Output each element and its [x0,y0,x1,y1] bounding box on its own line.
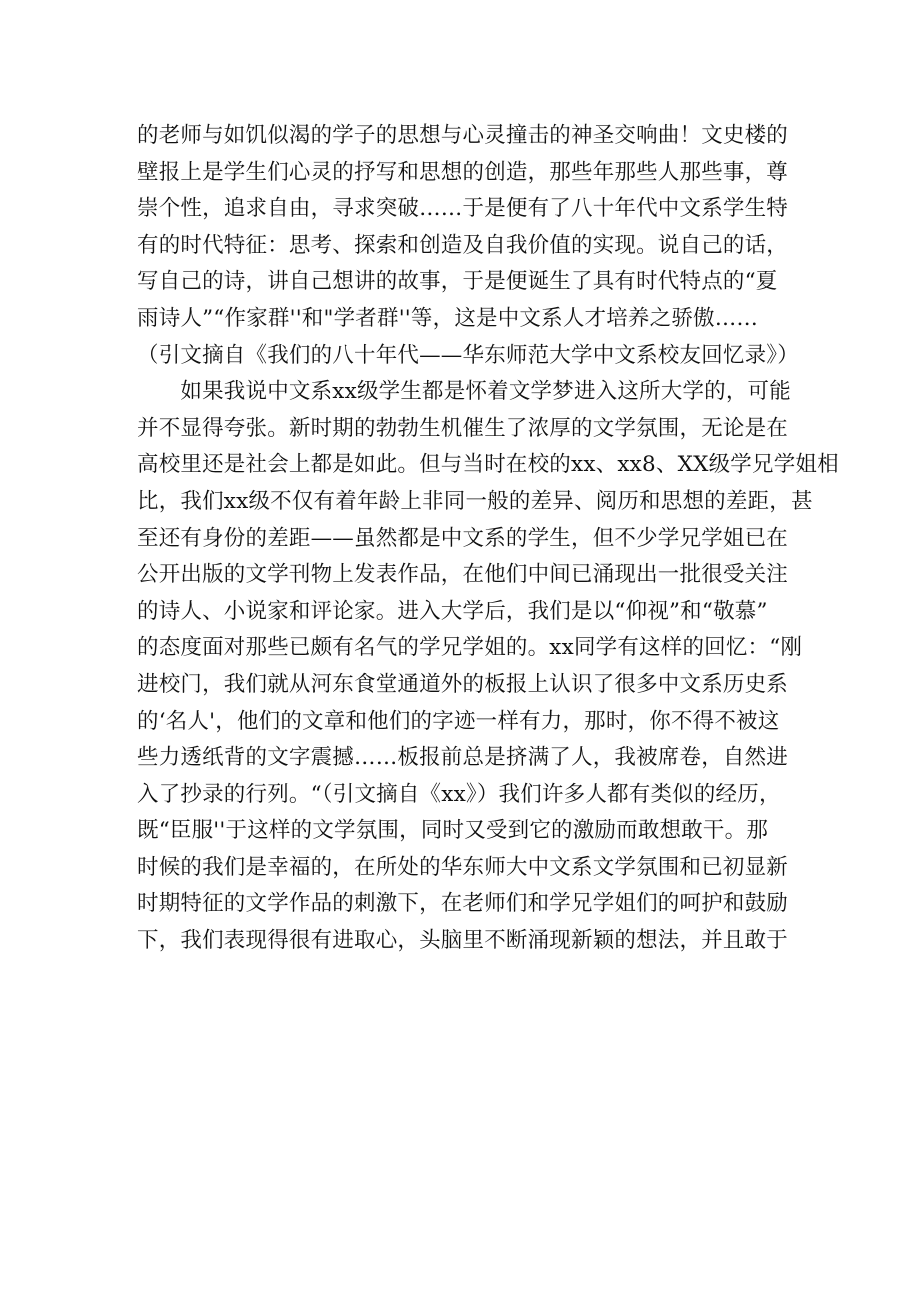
text-line: 壁报上是学生们心灵的抒写和思想的创造，那些年那些人那些事，尊 [137,159,789,185]
text-line: 有的时代特征：思考、探索和创造及自我价值的实现。说自己的话， [137,232,789,258]
text-line: 雨诗人”“作家群''和"学者群''等，这是中文系人才培养之骄傲…… [137,305,759,331]
text-line: 的态度面对那些已颇有名气的学兄学姐的。xx同学有这样的回忆：“刚 [137,635,803,661]
body-text [137,118,839,960]
paragraph-start-line: 如果我说中文系xx级学生都是怀着文学梦进入这所大学的，可能 [137,379,791,405]
text-line: 下，我们表现得很有进取心，头脑里不断涌现新颖的想法，并且敢于 [137,928,789,954]
text-line: 时期特征的文学作品的刺激下，在老师们和学兄学姐们的呵护和鼓励 [137,891,789,917]
text-line: 些力透纸背的文字震撼……板报前总是挤满了人，我被席卷，自然进 [137,745,789,771]
text-line: 至还有身份的差距——虽然都是中文系的学生，但不少学兄学姐已在 [137,525,789,551]
text-line: 的‘名人'，他们的文章和他们的字迹一样有力，那时，你不得不被这 [137,708,780,734]
text-line: 的诗人、小说家和评论家。进入大学后，我们是以“仰视”和“敬慕” [137,598,768,624]
text-line: 既“臣服''于这样的文学氛围，同时又受到它的激励而敢想敢干。那 [137,818,769,844]
text-line: 崇个性，追求自由，寻求突破……于是便有了八十年代中文系学生特 [137,196,789,222]
text-line: 时候的我们是幸福的，在所处的华东师大中文系文学氛围和已初显新 [137,854,789,880]
text-line: 公开出版的文学刊物上发表作品，在他们中间已涌现出一批很受关注 [137,562,789,588]
text-line: 高校里还是社会上都是如此。但与当时在校的xx、xx8、XX级学兄学姐相 [137,452,839,478]
text-line: 并不显得夸张。新时期的勃勃生机催生了浓厚的文学氛围，无论是在 [137,415,789,441]
text-line: 写自己的诗，讲自己想讲的故事，于是便诞生了具有时代特点的“夏 [137,269,778,295]
text-line: 进校门，我们就从河东食堂通道外的板报上认识了很多中文系历史系 [137,671,789,697]
text-line: 比，我们xx级不仅有着年龄上非同一般的差异、阅历和思想的差距，甚 [137,488,813,514]
text-line: 的老师与如饥似渴的学子的思想与心灵撞击的神圣交响曲！文史楼的 [137,123,789,148]
text-line: 入了抄录的行列。“（引文摘自《xx》）我们许多人都有类似的经历， [137,781,781,807]
citation-line: （引文摘自《我们的八十年代——华东师范大学中文系校友回忆录》） [137,342,799,368]
